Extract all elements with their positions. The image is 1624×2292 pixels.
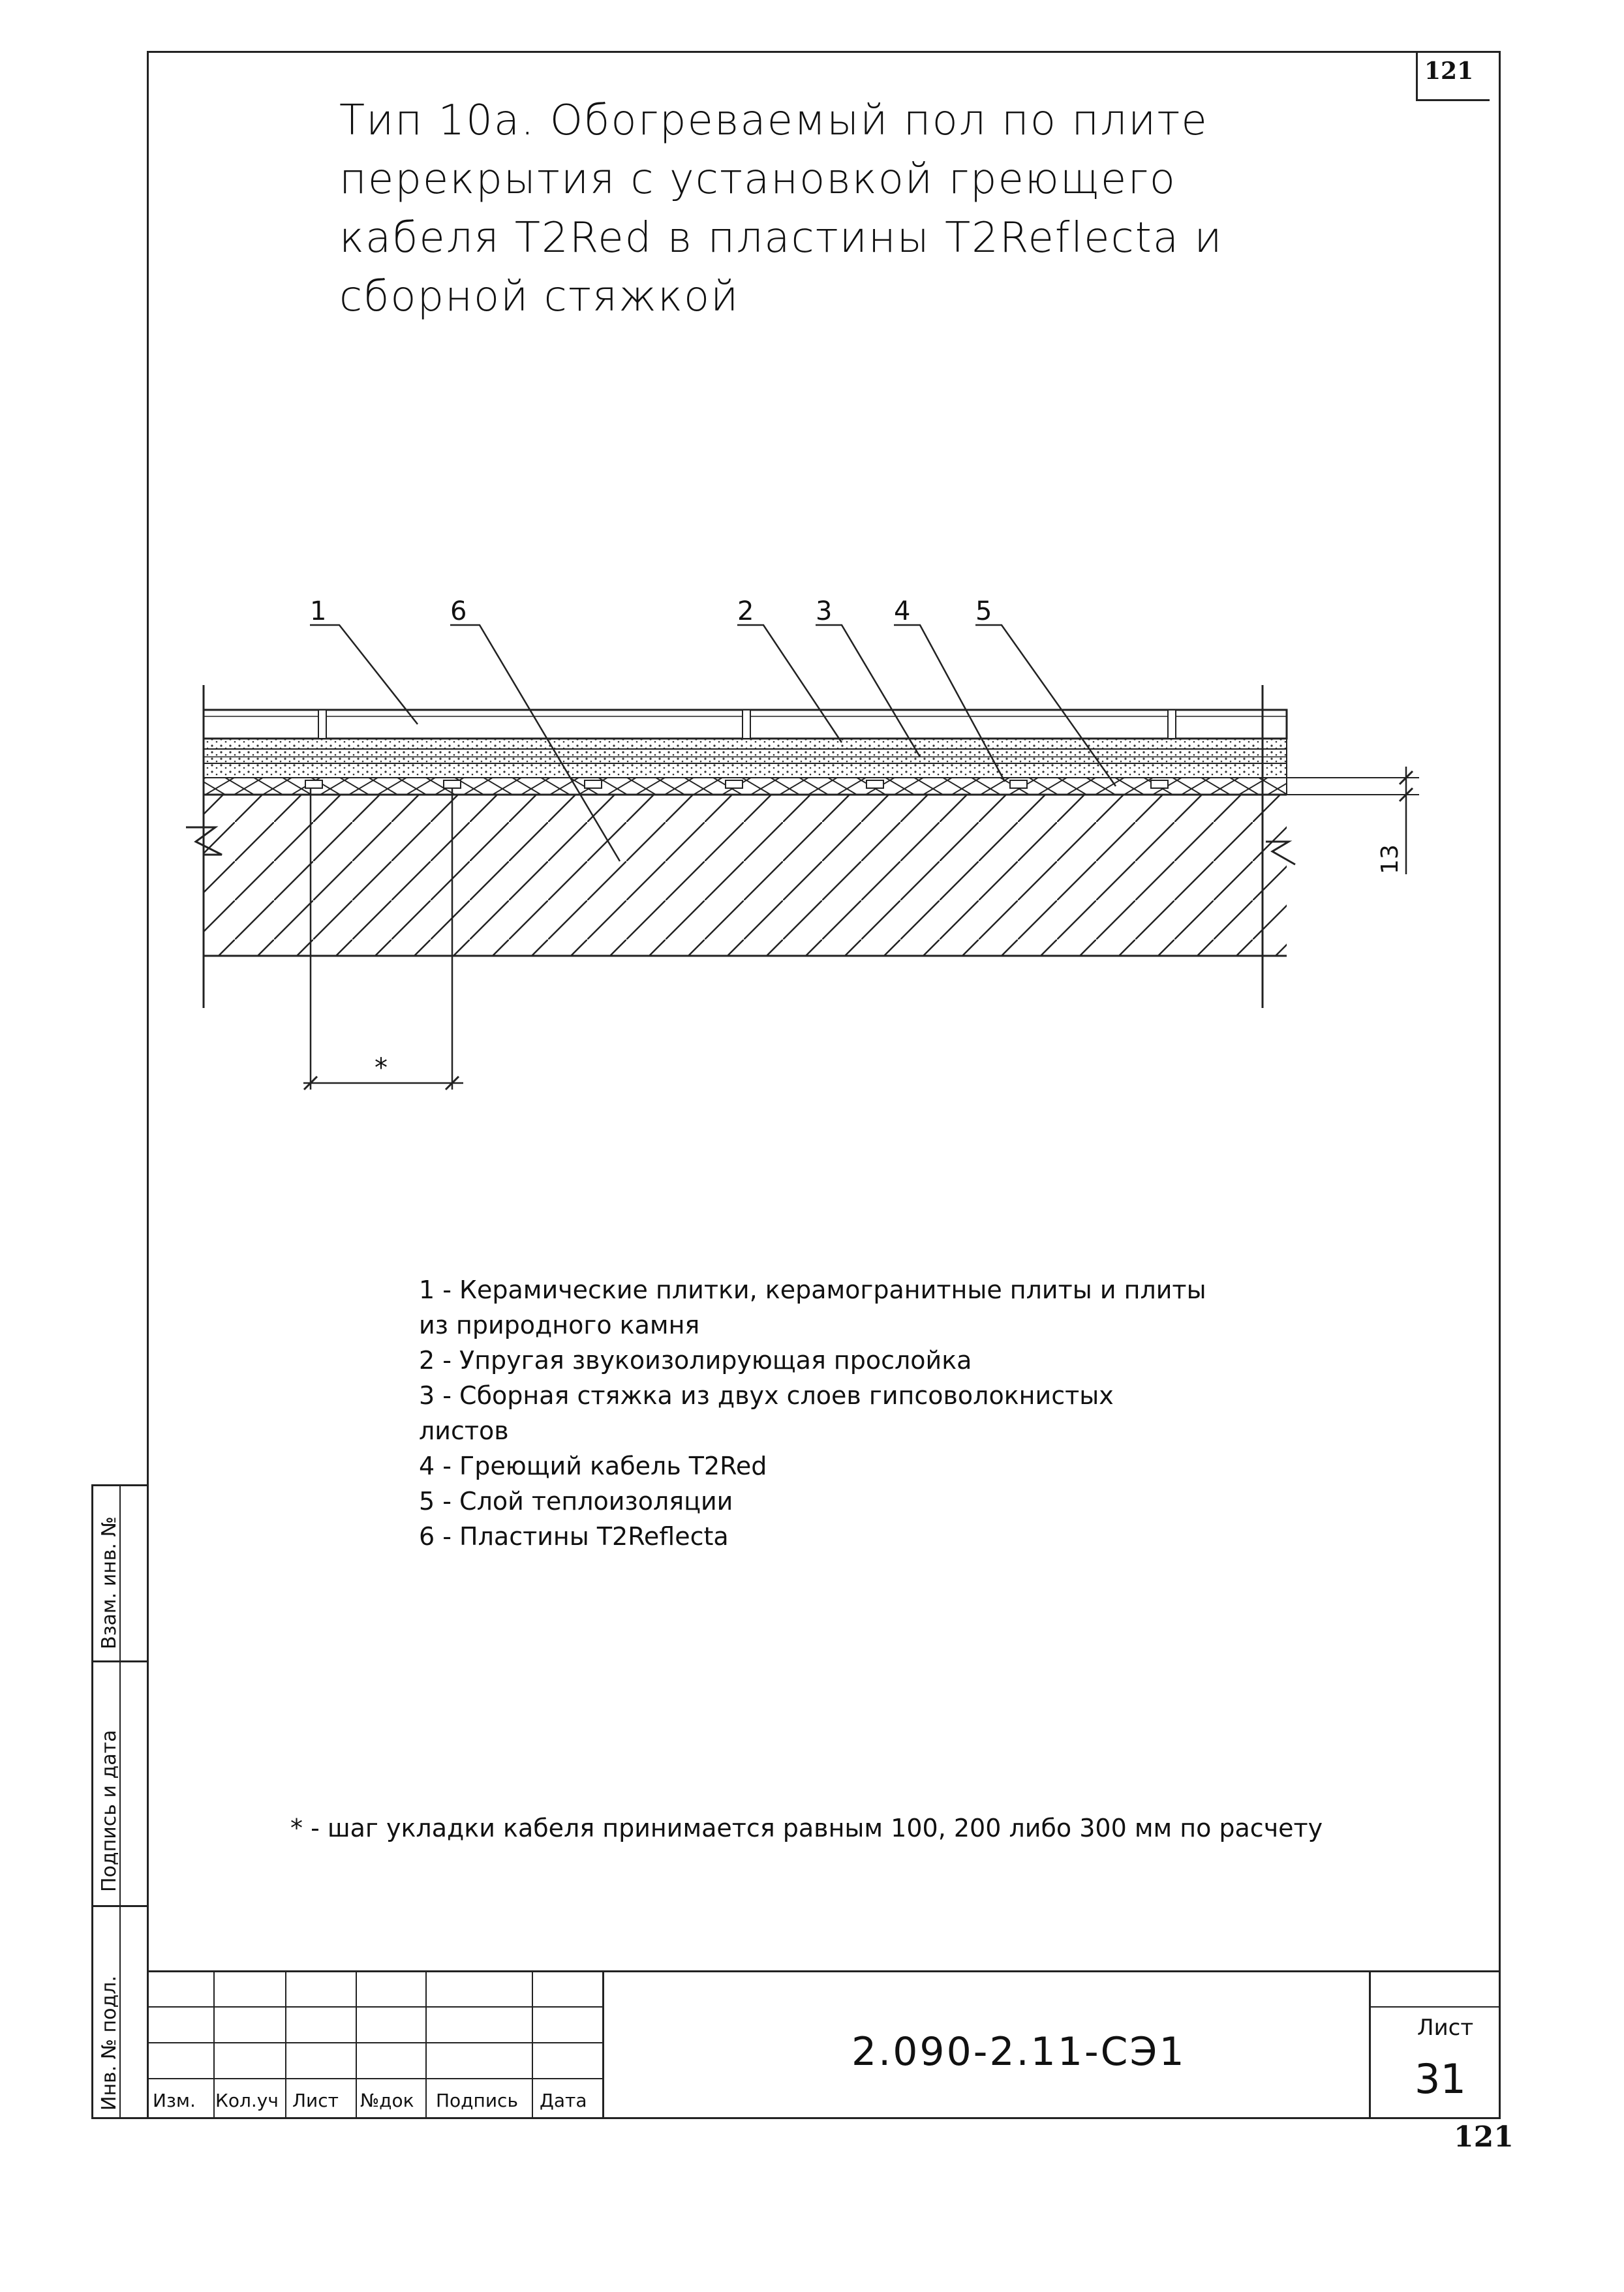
legend	[419, 1272, 1332, 1554]
sidebar-podpis-label: Подпись и дата	[98, 1730, 121, 1892]
sheet-label: Лист	[1417, 2015, 1474, 2041]
stamp-col-line	[356, 1970, 357, 2119]
legend-item: 2 - Упругая звукоизолирующая прослойка	[419, 1346, 972, 1375]
legend-item: листов	[419, 1416, 509, 1445]
stamp-top-line	[147, 1970, 1501, 1972]
callout-3: 3	[816, 596, 833, 626]
stamp-row-line	[147, 2042, 604, 2043]
stamp-col-line	[602, 1970, 604, 2119]
stamp-row-line	[147, 2078, 604, 2079]
callout-4: 4	[894, 596, 911, 626]
stamp-col-line	[1369, 1970, 1371, 2119]
stamp-col-ndok: №док	[360, 2090, 414, 2111]
stamp-col-line	[425, 1970, 427, 2119]
title-line: перекрытия с установкой греющего	[339, 155, 1176, 204]
page-number-bottom: 121	[1454, 2120, 1514, 2154]
legend-item: 6 - Пластины T2Reflecta	[419, 1522, 729, 1551]
stamp-col-line	[285, 1970, 286, 2119]
insulation-layer	[204, 778, 1287, 795]
stamp-col-koluch: Кол.уч	[215, 2090, 279, 2111]
title-line: Тип 10а. Обогреваемый пол по плите	[339, 97, 1208, 145]
sidebar-inv-label: Инв. № подл.	[98, 1976, 121, 2111]
stamp-row-line	[147, 2006, 604, 2008]
frame-bottom	[91, 2117, 1501, 2119]
cable-spacing-note: * - шаг укладки кабеля принимается равным 100, 200 либо 300 мм по расчету	[290, 1814, 1323, 1842]
stamp-col-data: Дата	[540, 2090, 587, 2111]
stamp-col-izm: Изм.	[153, 2090, 196, 2111]
title-line: кабеля T2Red в пластины T2Reflecta и	[339, 214, 1223, 262]
callout-1: 1	[310, 596, 327, 626]
stamp-col-list: Лист	[292, 2090, 339, 2111]
callout-2: 2	[737, 596, 754, 626]
spacing-label: *	[375, 1053, 388, 1083]
concrete-slab	[204, 795, 1287, 956]
page-number-top: 121	[1424, 57, 1474, 85]
sheet-number: 31	[1415, 2055, 1466, 2103]
tile-joint	[1168, 710, 1176, 739]
stamp-sheet-divider	[1369, 2006, 1501, 2008]
callout-5: 5	[975, 596, 992, 626]
tile-joint	[743, 710, 750, 739]
stamp-col-line	[213, 1970, 215, 2119]
stamp-col-line	[532, 1970, 533, 2119]
title-line: сборной стяжкой	[339, 273, 740, 321]
legend-item: 4 - Греющий кабель T2Red	[419, 1452, 767, 1480]
legend-item: 3 - Сборная стяжка из двух слоев гипсоволокнистых	[419, 1381, 1114, 1410]
legend-item: 1 - Керамические плитки, керамогранитные плиты и плиты	[419, 1276, 1206, 1304]
sound-layer	[204, 739, 1287, 749]
stamp-col-podpis: Подпись	[436, 2090, 518, 2111]
sidebar-left-line	[91, 1484, 93, 2119]
sidebar-vzam-label: Взам. инв. №	[98, 1516, 121, 1649]
legend-item: из природного камня	[419, 1311, 700, 1339]
legend-item: 5 - Слой теплоизоляции	[419, 1487, 733, 1516]
dimension-13: 13	[1377, 844, 1403, 874]
tile-joint	[318, 710, 326, 739]
document-code: 2.090-2.11-СЭ1	[851, 2029, 1186, 2075]
callout-6: 6	[450, 596, 467, 626]
